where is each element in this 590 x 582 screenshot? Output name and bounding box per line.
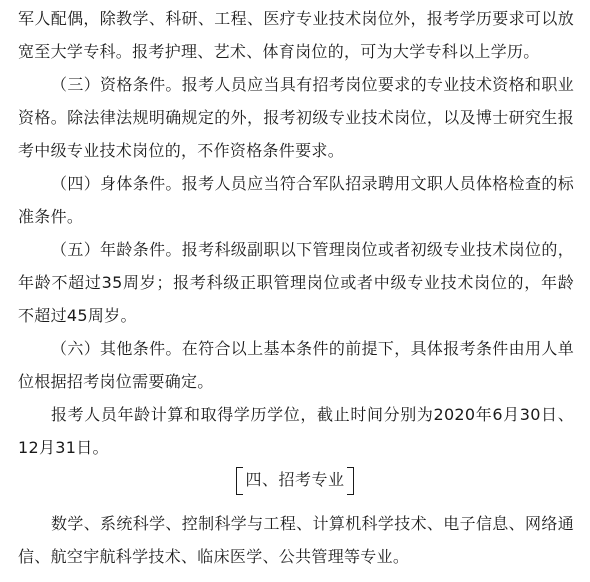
paragraph-majors-list: 数学、系统科学、控制科学与工程、计算机科学技术、电子信息、网络通信、航空宇航科学技术、临床医学、公共管理等专业。	[18, 514, 574, 566]
section-heading-container	[0, 465, 590, 499]
paragraph-education-relaxation: 军人配偶，除教学、科研、工程、医疗专业技术岗位外，报考学历要求可以放宽至大学专科。报考护理、艺术、体育岗位的，可为大学专科以上学历。	[18, 9, 574, 61]
paragraph-cutoff-dates: 报考人员年龄计算和取得学历学位，截止时间分别为2020年6月30日、12月31日。	[18, 405, 574, 457]
section-heading	[236, 465, 353, 495]
section-heading-text: 四、招考专业	[245, 470, 345, 489]
paragraph-other-conditions: （六）其他条件。在符合以上基本条件的前提下，具体报考条件由用人单位根据招考岗位需要确定。	[18, 339, 574, 391]
bracket-right-decoration	[347, 467, 354, 495]
paragraph-physical-conditions: （四）身体条件。报考人员应当符合军队招录聘用文职人员体格检查的标准条件。	[18, 174, 574, 226]
paragraph-age-conditions: （五）年龄条件。报考科级副职以下管理岗位或者初级专业技术岗位的，年龄不超过35周岁；报考科级正职管理岗位或者中级专业技术岗位的，年龄不超过45周岁。	[18, 240, 574, 325]
bracket-left-decoration	[236, 467, 243, 495]
paragraph-qualification-conditions: （三）资格条件。报考人员应当具有招考岗位要求的专业技术资格和职业资格。除法律法规明确规定的外，报考初级专业技术岗位，以及博士研究生报考中级专业技术岗位的，不作资格条件要求。	[18, 75, 574, 160]
